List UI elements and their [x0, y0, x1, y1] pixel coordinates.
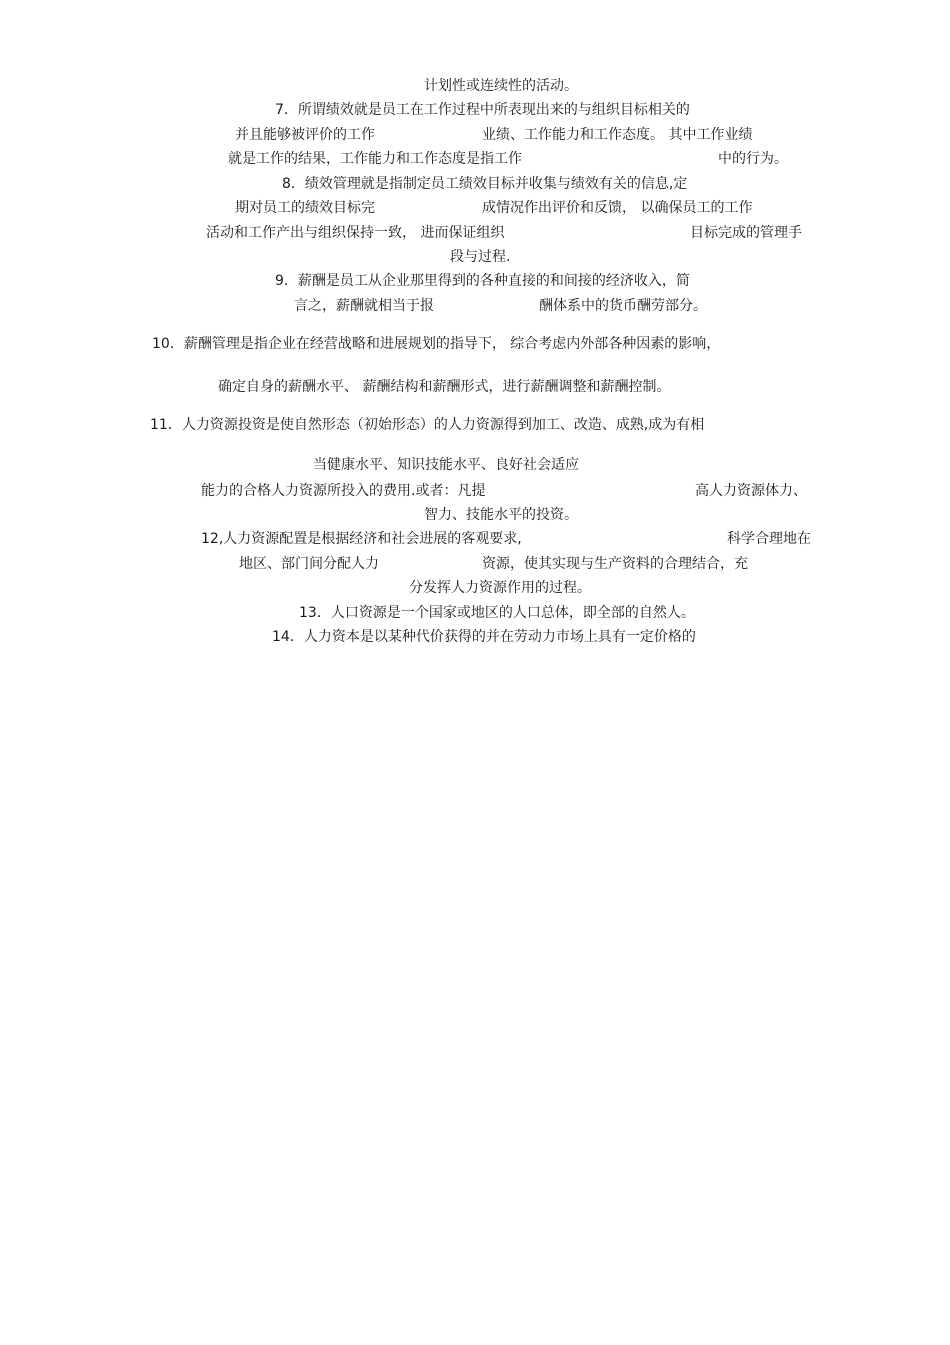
text-line: 14．人力资本是以某种代价获得的并在劳动力市场上具有一定价格的 [272, 629, 696, 645]
text-line: 13．人口资源是一个国家或地区的人口总体，即全部的自然人。 [299, 605, 695, 621]
text-line: 期对员工的绩效目标完 [235, 200, 375, 216]
text-line: 计划性或连续性的活动。 [424, 78, 578, 94]
text-line: 智力、技能水平的投资。 [424, 507, 578, 523]
text-line: 7．所谓绩效就是员工在工作过程中所表现出来的与组织目标相关的 [275, 102, 690, 118]
text-line: 11．人力资源投资是使自然形态（初始形态）的人力资源得到加工、改造、成熟,成为有相 [150, 417, 705, 433]
text-line: 段与过程. [450, 249, 511, 265]
text-line: 8．绩效管理就是指制定员工绩效目标并收集与绩效有关的信息,定 [282, 176, 688, 192]
text-line: 地区、部门间分配人力 [239, 556, 379, 572]
text-line: 科学合理地在 [727, 531, 811, 547]
text-line: 高人力资源体力、 [695, 483, 807, 499]
text-line: 就是工作的结果，工作能力和工作态度是指工作 [228, 151, 522, 167]
text-line: 酬体系中的货币酬劳部分。 [539, 298, 707, 314]
text-line: 资源，使其实现与生产资料的合理结合，充 [482, 556, 748, 572]
text-line: 12,人力资源配置是根据经济和社会进展的客观要求, [201, 531, 522, 547]
text-line: 目标完成的管理手 [690, 225, 802, 241]
text-line: 当健康水平、知识技能水平、良好社会适应 [313, 457, 579, 473]
text-line: 分发挥人力资源作用的过程。 [409, 580, 591, 596]
text-line: 确定自身的薪酬水平、 薪酬结构和薪酬形式，进行薪酬调整和薪酬控制。 [218, 379, 671, 395]
text-line: 中的行为。 [718, 151, 788, 167]
text-line: 言之，薪酬就相当于报 [294, 298, 434, 314]
text-line: 活动和工作产出与组织保持一致， 进而保证组织 [206, 225, 505, 241]
text-line: 10．薪酬管理是指企业在经营战略和进展规划的指导下， 综合考虑内外部各种因素的影响， [152, 336, 721, 352]
text-line: 能力的合格人力资源所投入的费用.或者：凡提 [201, 483, 486, 499]
text-line: 并且能够被评价的工作 [235, 127, 375, 143]
text-line: 9．薪酬是员工从企业那里得到的各种直接的和间接的经济收入，简 [275, 273, 690, 289]
text-line: 业绩、工作能力和工作态度。 其中工作业绩 [482, 127, 753, 143]
text-line: 成情况作出评价和反馈， 以确保员工的工作 [482, 200, 753, 216]
